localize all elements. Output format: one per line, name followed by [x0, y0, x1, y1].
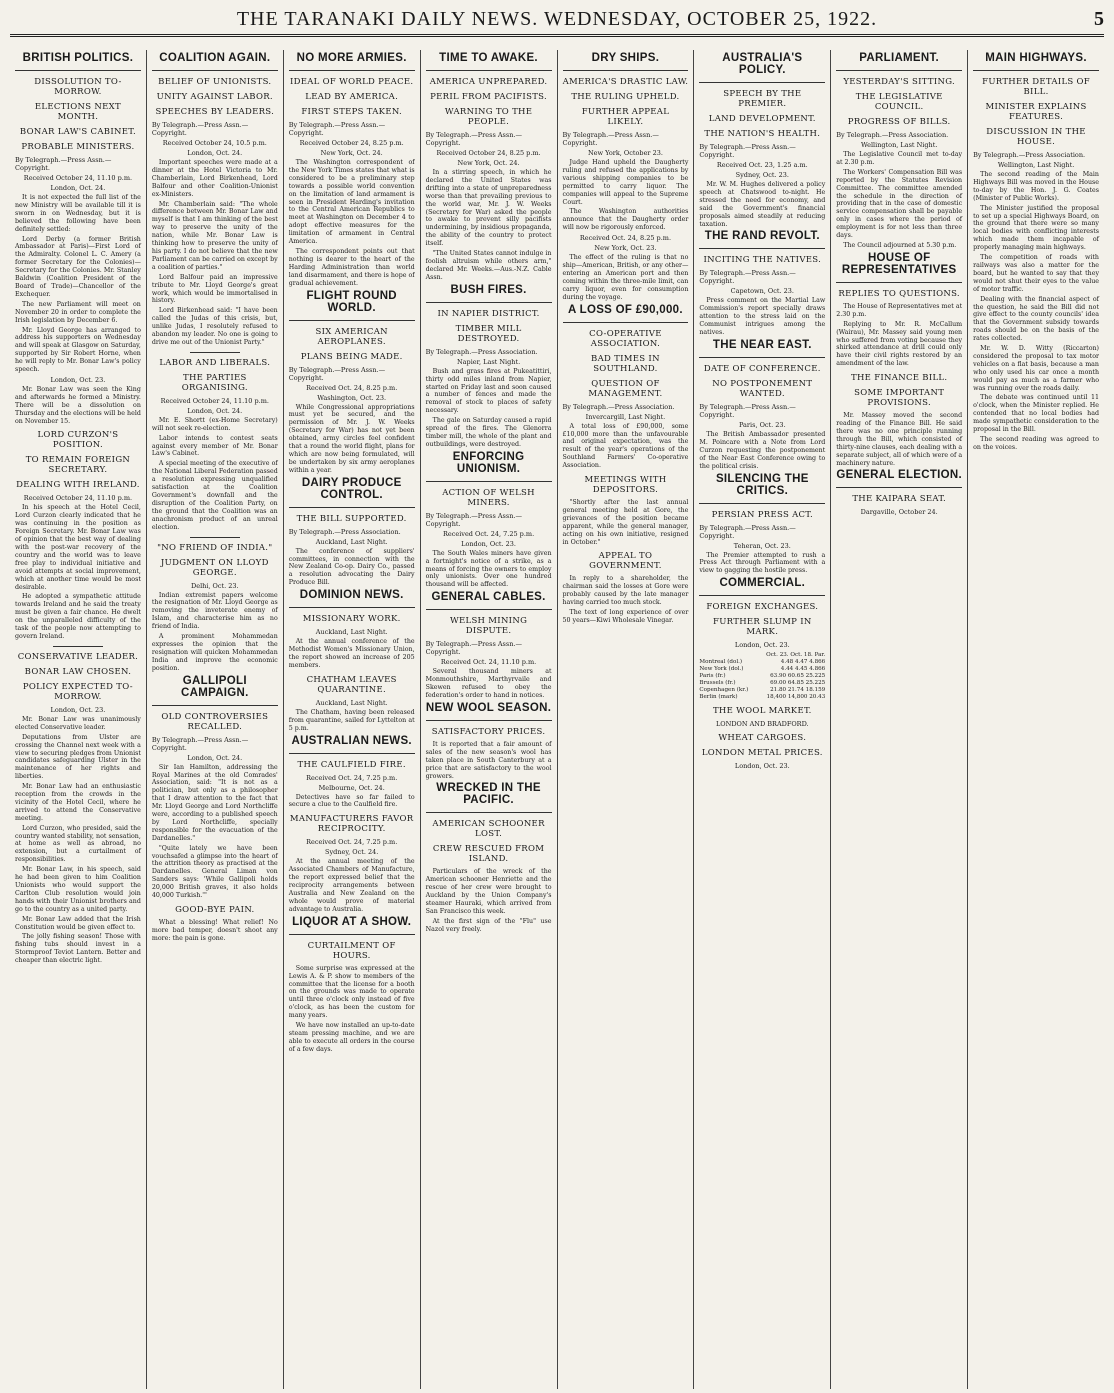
- article-paragraph: A special meeting of the executive of the National Liberal Federation passed a resolution expressing unqualified satisfaction at the Coalition Government's downfall and the disruption of the Coalition Party, on the ground that the Coalition was an anachronism product of an unreal election.: [151, 460, 278, 531]
- article-paragraph: Lord Birkenhead said: "I have been called the Judas of this crisis, but, unlike Judas, I resolutely refused to abandon my leader. No one is going to drive me out of the Unionist Party.": [151, 307, 278, 346]
- table-row: [699, 694, 825, 701]
- subheading: DEALING WITH IRELAND.: [16, 480, 140, 491]
- dateline: Auckland, Last Night.: [315, 628, 388, 637]
- telegraph-credit: By Telegraph.—Press Assn.—Copyright.: [288, 365, 386, 382]
- subheading: DISCUSSION IN THE HOUSE.: [986, 127, 1086, 147]
- subheading: THE NATION'S HEALTH.: [704, 129, 821, 139]
- subheading: LAND DEVELOPMENT.: [708, 114, 816, 124]
- section-headline: THE NEAR EAST.: [712, 338, 812, 351]
- article-paragraph: Bush and grass fires at Pukeatittiri, thirty odd miles inland from Napier, started on Friday last and soon caused a number of fences and made the removal of stock to places of safety necessary.: [425, 367, 552, 415]
- subheading: "NO FRIEND OF INDIA.": [157, 542, 273, 553]
- telegraph-credit: By Telegraph.—Press Assn.—Copyright.: [699, 269, 796, 286]
- dateline: Received Oct. 24, 8.25 p.m.: [579, 234, 672, 243]
- article-paragraph: Mr. E. Shortt (ex-Home Secretary) will not seek re-election.: [151, 416, 278, 432]
- headline-rule: [15, 70, 141, 71]
- newspaper-column: [147, 50, 284, 1389]
- table-cell-label: Berlin (mark): [699, 694, 738, 701]
- subheading: PROBABLE MINISTERS.: [21, 142, 135, 152]
- dateline: Wellington, Last Night.: [997, 161, 1075, 169]
- section-headline: TIME TO AWAKE.: [439, 52, 538, 64]
- article-paragraph: Judge Hand upheld the Daugherty ruling and refused the applications by various shipping companies to be permitted to carry liquor. The companies will appeal to the Supreme Court.: [562, 159, 689, 206]
- section-headline: DAIRY PRODUCE CONTROL.: [301, 476, 402, 501]
- exchange-table: [699, 652, 825, 701]
- article-paragraph: The conference of suppliers' committees, in connection with the New Zealand Co-op. Dairy Co., passed a resolution advocating the Dairy Produce Bill.: [288, 547, 415, 587]
- subheading: SATISFACTORY PRICES.: [431, 726, 546, 737]
- article-paragraph: Mr. W. D. Witty (Riccarton) considered the proposal to tax motor vehicles on a flat basis, because a man who only used his car once a month would pay as much as a farmer who was running over the roads daily.: [973, 345, 1099, 392]
- dateline: Washington, Oct. 23.: [317, 393, 387, 402]
- headline-rule: [426, 609, 552, 610]
- subheading: WARNING TO THE PEOPLE.: [444, 107, 533, 127]
- article-paragraph: Press comment on the Martial Law Commission's report specially draws attention to the stress laid on the Communist intrigues among the natives.: [699, 297, 826, 337]
- dateline: Dargaville, October 24.: [860, 508, 938, 517]
- newspaper-column: [831, 50, 968, 1389]
- section-headline: HOUSE OF REPRESENTATIVES: [841, 251, 957, 276]
- subheading: BONAR LAW'S CABINET.: [19, 127, 136, 137]
- article-paragraph: Lord Derby (a former British Ambassador at Paris)—First Lord of the Admiralty. Colonel L. C. Amery (a former Secretary for the Colonies)—Secretary for the Colonies. Mr. Stanley Baldwin (Coalition President of the Board of Trade)—Chancellor of the Exchequer.: [15, 235, 141, 298]
- telegraph-credit: By Telegraph.—Press Association.: [562, 402, 675, 411]
- article-paragraph: Deputations from Ulster are crossing the Channel next week with a view to securing pledges from Unionist candidates safeguarding Ulster in the maintenance of her rights and liberties.: [15, 733, 141, 781]
- dateline: New York, Oct. 24.: [457, 159, 520, 167]
- subheading: SIX AMERICAN AEROPLANES.: [315, 326, 388, 347]
- subheading: IDEAL OF WORLD PEACE.: [289, 77, 414, 87]
- section-headline: NEW WOOL SEASON.: [425, 701, 552, 714]
- table-cell-values: 4.44 4.45 4.866: [780, 666, 826, 673]
- subheading: MEETINGS WITH DEPOSITORS.: [584, 475, 667, 496]
- subheading: THE CAULFIELD FIRE.: [297, 759, 406, 770]
- table-cell-label: Brussels (fr.): [699, 680, 736, 687]
- section-headline: PARLIAMENT.: [859, 52, 940, 64]
- telegraph-credit: By Telegraph.—Press Assn.—Copyright.: [288, 121, 386, 137]
- subheading: QUESTION OF MANAGEMENT.: [588, 378, 663, 399]
- subheading: REPLIES TO QUESTIONS.: [838, 288, 960, 299]
- subheading: TIMBER MILL DESTROYED.: [455, 323, 522, 344]
- dateline: Received October 24, 10.5 p.m.: [162, 139, 267, 147]
- telegraph-credit: By Telegraph.—Press Association.: [425, 347, 538, 356]
- article-paragraph: The jolly fishing season! Those with fishing tubs should invest in a Stormproof Teviot Lantern. Better and cheaper than electric light.: [15, 933, 141, 965]
- article-paragraph: "Shortly after the last annual general meeting held at Gore, the grievances of the position became apparent, while the general manager, acting on his own initiative, resigned in October.": [562, 499, 689, 546]
- subheading: PERIL FROM PACIFISTS.: [430, 92, 548, 102]
- article-paragraph: Mr. Massey moved the second reading of the Finance Bill. He said there was no one principle running through the Bill, which consisted of thirty-nine clauses, each dealing with a separate subject, all of which were of a machinery nature.: [836, 412, 963, 467]
- column-rule: [53, 646, 103, 647]
- subheading: INCITING THE NATIVES.: [703, 255, 822, 266]
- dateline: London, Oct. 23.: [50, 375, 106, 384]
- section-headline: COALITION AGAIN.: [159, 52, 271, 64]
- table-cell-values: 69.00 64.85 25.225: [770, 680, 826, 687]
- table-cell-label: Paris (fr.): [699, 673, 726, 680]
- table-cell-values: 18,400 14,800 20.43: [766, 694, 826, 701]
- dateline: Received October 24, 11.10 p.m.: [23, 494, 133, 503]
- table-cell-label: Copenhagen (kr.): [699, 687, 749, 694]
- section-headline: AUSTRALIAN NEWS.: [291, 734, 412, 747]
- article-paragraph: Mr. Bonar Law had an enthusiastic reception from the crowds in the vicinity of the Hotel Cecil, where he arrived to attend the Conservative meeting.: [15, 783, 141, 822]
- telegraph-credit: By Telegraph.—Press Association.: [288, 527, 401, 536]
- subheading: DISSOLUTION TO-MORROW.: [34, 77, 122, 97]
- headline-rule: [426, 302, 552, 303]
- headline-rule: [836, 70, 962, 71]
- section-headline: FLIGHT ROUND WORLD.: [306, 289, 397, 314]
- subheading: MANUFACTURERS FAVOR RECIPROCITY.: [289, 814, 414, 835]
- subheading: THE PARTIES ORGANISING.: [181, 372, 248, 393]
- section-headline: DOMINION NEWS.: [299, 589, 404, 602]
- dateline: London, Oct. 23.: [734, 762, 790, 771]
- column-rule: [190, 537, 240, 538]
- telegraph-credit: By Telegraph.—Press Assn.—Copyright.: [15, 156, 112, 172]
- section-headline: MAIN HIGHWAYS.: [985, 52, 1087, 64]
- telegraph-credit: By Telegraph.—Press Assn.—Copyright.: [425, 511, 522, 528]
- table-cell-values: 21.80 21.74 18.159: [770, 687, 826, 694]
- dateline: New York, October 23.: [587, 149, 663, 157]
- section-headline: ENFORCING UNIONISM.: [452, 450, 525, 475]
- dateline: Received Oct. 24, 7.25 p.m.: [442, 529, 535, 538]
- article-paragraph: Mr. Bonar Law was seen the King and afterwards he formed a Ministry. There will be a dissolution on Thursday and the elections will be held on November 15.: [15, 385, 141, 425]
- subheading: THE BILL SUPPORTED.: [296, 513, 407, 524]
- dateline: London, Oct. 23.: [734, 641, 790, 650]
- headline-rule: [699, 357, 825, 358]
- dateline: Received Oct. 24, 11.10 p.m.: [440, 658, 537, 667]
- article-paragraph: The competition of roads with railways was also a matter for the board, but he wanted to say that they would not shut their eyes to the value of motor traffic.: [973, 254, 1099, 293]
- article-paragraph: The British Ambassador presented M. Poincare with a Note from Lord Curzon requesting the postponement of the Near East Conference owing to the political crisis.: [699, 430, 826, 470]
- dateline: Auckland, Last Night.: [315, 698, 388, 707]
- subheading: WELSH MINING DISPUTE.: [449, 616, 528, 637]
- subheading: PROGRESS OF BILLS.: [847, 117, 951, 127]
- subheading: LORD CURZON'S POSITION.: [37, 430, 119, 451]
- article-paragraph: Several thousand miners at Monmouthshire, Marthyrvaile and Skewen refused to obey the federation's order to hand in notices.: [425, 668, 552, 699]
- dateline: Delhi, Oct. 23.: [191, 581, 239, 590]
- headline-rule: [563, 322, 689, 323]
- headline-rule: [289, 934, 415, 935]
- subheading: CURTAILMENT OF HOURS.: [307, 940, 396, 961]
- headline-rule: [563, 70, 689, 71]
- dateline: London, Oct. 23.: [461, 539, 516, 548]
- subheading: AMERICA'S DRASTIC LAW.: [562, 77, 689, 87]
- article-paragraph: The second reading was agreed to on the voices.: [973, 436, 1099, 451]
- article-paragraph: Detectives have so far failed to secure a clue to the Caulfield fire.: [288, 793, 415, 809]
- section-headline: DRY SHIPS.: [591, 52, 660, 64]
- subheading: THE KAIPARA SEAT.: [852, 494, 947, 505]
- dateline: Auckland, Last Night.: [315, 537, 388, 546]
- table-cell-values: 4.48 4.47 4.866: [780, 659, 826, 666]
- dateline: Capetown, Oct. 23.: [730, 287, 794, 296]
- subheading: ELECTIONS NEXT MONTH.: [34, 102, 121, 122]
- headline-rule: [699, 248, 825, 249]
- telegraph-credit: By Telegraph.—Press Assn.—Copyright.: [151, 735, 249, 752]
- article-paragraph: Mr. Chamberlain said: "The whole difference between Mr. Bonar Law and myself is that I am thinking of the best way to preserve the unity of the nation, while Mr. Bonar Law is thinking how to preserve the unity of his party. I do not believe that the new Parliament can be carried on except by a coalition of parties.": [151, 200, 278, 271]
- dateline: New York, Oct. 23.: [594, 244, 657, 253]
- newspaper-column: [968, 50, 1104, 1389]
- section-headline: A LOSS OF £90,000.: [567, 303, 683, 316]
- subheading: NO POSTPONEMENT WANTED.: [712, 378, 813, 399]
- section-headline: BRITISH POLITICS.: [22, 52, 134, 64]
- subheading: THE RULING UPHELD.: [571, 92, 680, 102]
- subheading: THE WOOL MARKET.: [712, 706, 812, 717]
- section-headline: LIQUOR AT A SHOW.: [292, 915, 412, 928]
- subheading: YESTERDAY'S SITTING.: [843, 77, 956, 87]
- article-paragraph: Sir Ian Hamilton, addressing the Royal Marines at the old Comrades' Association, said: "It is not as a politician, but only as a philosopher that I draw attention to the fact that Mr. Lloyd George and Lord Northcliffe were, according to a published speech by Lord Northcliffe, specially responsible for the evacuation of the Dardanelles.": [151, 763, 278, 842]
- dateline: Received October 24, 8.25 p.m.: [299, 139, 404, 147]
- headline-rule: [426, 720, 552, 721]
- subheading: DATE OF CONFERENCE.: [703, 363, 821, 374]
- article-paragraph: The House of Representatives met at 2.30 p.m.: [836, 302, 963, 318]
- subheading: UNITY AGAINST LABOR.: [156, 92, 273, 102]
- dateline: London, Oct. 24.: [187, 753, 243, 762]
- dateline: Received Oct. 24, 7.25 p.m.: [306, 773, 398, 782]
- newspaper-column: [694, 50, 831, 1389]
- telegraph-credit: By Telegraph.—Press Assn.—Copyright.: [425, 640, 522, 657]
- telegraph-credit: By Telegraph.—Press Assn.—Copyright.: [151, 121, 249, 137]
- article-paragraph: Important speeches were made at a dinner at the Hotel Victoria to Mr. Chamberlain, Lord Birkenhead, Lord Balfour and other Coalition-Unionist ex-Ministers.: [151, 159, 278, 198]
- subheading: FURTHER SLUMP IN MARK.: [713, 617, 812, 638]
- headline-rule: [426, 70, 552, 71]
- dateline: New York, Oct. 24.: [320, 149, 383, 157]
- article-paragraph: Labor intends to contest seats against every member of Mr. Bonar Law's Cabinet.: [151, 434, 278, 458]
- table-cell-values: 63.90 60.65 25.225: [770, 673, 826, 680]
- article-paragraph: Replying to Mr. R. McCallum (Wairau), Mr. Massey said young men who suffered from voting because they shirked attendance at drill could only have their civil rights restored by an amendment of the law.: [836, 320, 963, 368]
- dateline: LONDON AND BRADFORD.: [715, 720, 809, 729]
- article-paragraph: It is not expected the full list of the new Ministry will be available till it is sworn in on Wednesday, but it is believed the following have been definitely settled:: [15, 194, 141, 233]
- dateline: Sydney, Oct. 23.: [735, 171, 789, 179]
- subheading: TO REMAIN FOREIGN SECRETARY.: [25, 455, 131, 476]
- article-paragraph: At the annual conference of the Methodist Women's Missionary Union, the report showed an increase of 205 members.: [288, 638, 415, 669]
- headline-rule: [699, 595, 825, 596]
- article-paragraph: Mr. W. M. Hughes delivered a policy speech at Chatswood to-night. He stressed the need for economy, and said the Government's financial proposals aimed steadily at reducing taxation.: [699, 181, 826, 228]
- article-paragraph: The Chatham, having been released from quarantine, sailed for Lyttelton at 5 p.m.: [288, 708, 415, 732]
- subheading: BAD TIMES IN SOUTHLAND.: [591, 353, 660, 374]
- newspaper-column: [421, 50, 558, 1389]
- article-paragraph: The Washington authorities announce that the Daugherty order will now be rigorously enforced.: [562, 208, 689, 232]
- column-rule: [190, 352, 240, 353]
- section-headline: WRECKED IN THE PACIFIC.: [436, 782, 541, 807]
- article-paragraph: At the first sign of the "Flu" use Nazol very freely.: [425, 917, 552, 933]
- article-paragraph: What a blessing! What relief! No more bad temper, doesn't shoot any more: the pain is gone.: [151, 919, 278, 942]
- subheading: IN NAPIER DISTRICT.: [437, 308, 540, 319]
- article-paragraph: The Legislative Council met to-day at 2.30 p.m.: [836, 151, 963, 166]
- article-paragraph: The gale on Saturday caused a rapid spread of the fires. The Glenorra timber mill, the whole of the plant and outbuildings, were destroyed.: [425, 417, 552, 448]
- dateline: Received October 24, 11.10 p.m.: [160, 396, 269, 405]
- subheading: CREW RESCUED FROM ISLAND.: [432, 844, 545, 865]
- section-headline: THE RAND REVOLT.: [704, 230, 820, 243]
- subheading: MISSIONARY WORK.: [302, 614, 401, 625]
- dateline: Invercargill, Last Night.: [585, 412, 666, 421]
- article-paragraph: While Congressional appropriations must yet be secured, and the permission of Mr. J. W. Weeks (Secretary for War) has not yet been obtained, army circles feel confident that a round the world flight, plans for which are now being formulated, will be undertaken by six army aeroplanes within a year.: [288, 403, 415, 474]
- dateline: Received Oct. 23, 1.25 a.m.: [716, 161, 808, 169]
- article-paragraph: A total loss of £90,000, some £10,000 more than the unfavourable and original expectation, was the result of the year's operations of the Southland Farmers' Co-operative Association.: [562, 422, 689, 470]
- subheading: JUDGMENT ON LLOYD GEORGE.: [160, 557, 269, 578]
- subheading: PLANS BEING MADE.: [300, 351, 403, 362]
- headline-rule: [152, 705, 278, 706]
- article-paragraph: The Washington correspondent of the New York Times states that what is considered to be a preliminary step towards a possible world convention on the limitation of land armament is seen in President Harding's invitation to the Central American Republics to meet at Washington on December 4 to adopt effective measures for the limitation of armament in Central America.: [288, 159, 415, 246]
- subheading: SPEECHES BY LEADERS.: [155, 107, 275, 117]
- subheading: GOOD-BYE PAIN.: [175, 905, 255, 915]
- article-paragraph: Some surprise was expressed at the Lewis A. & P. show to members of the committee that the license for a booth on the grounds was made to operate until three o'clock only instead of five o'clock, as has been the custom for many years.: [288, 964, 415, 1020]
- article-paragraph: In his speech at the Hotel Cecil, Lord Curzon clearly indicated that he was continuing in the position as Foreign Secretary. Mr. Bonar Law was of opinion that the best way of dealing with the post-war recovery of the country and the world was to leave free play to individual initiative and avoid attempts at social improvement, which at another time would be most desirable.: [15, 504, 141, 591]
- subheading: FURTHER DETAILS OF BILL.: [982, 77, 1090, 97]
- section-headline: COMMERCIAL.: [719, 577, 806, 590]
- article-paragraph: The Council adjourned at 5.30 p.m.: [843, 241, 957, 249]
- dateline: Received October 24, 11.10 p.m.: [23, 174, 133, 182]
- subheading: FIRST STEPS TAKEN.: [301, 107, 403, 117]
- telegraph-credit: By Telegraph.—Press Assn.—Copyright.: [699, 523, 796, 540]
- subheading: APPEAL TO GOVERNMENT.: [589, 551, 662, 572]
- dateline: London, Oct. 24.: [187, 406, 243, 415]
- article-paragraph: Mr. Bonar Law added that the Irish Constitution would be given effect to.: [15, 915, 141, 931]
- subheading: CHATHAM LEAVES QUARANTINE.: [306, 674, 397, 695]
- headline-rule: [289, 607, 415, 608]
- subheading: CO-OPERATIVE ASSOCIATION.: [589, 328, 662, 349]
- article-paragraph: Particulars of the wreck of the American schooner Henriette and the rescue of her crew were brought to Auckland by the Union Company's steamer Hauraki, which arrived from San Francisco this week.: [425, 868, 552, 915]
- headline-rule: [289, 70, 415, 71]
- headline-rule: [289, 507, 415, 508]
- dateline: Teheran, Oct. 23.: [733, 541, 791, 550]
- headline-rule: [836, 282, 962, 283]
- article-paragraph: Indian extremist papers welcome the resignation of Mr. Lloyd George as removing the inveterate enemy of Islam, and characterise him as no friend of India.: [151, 591, 278, 631]
- masthead: [10, 4, 1104, 37]
- subheading: PERSIAN PRESS ACT.: [711, 509, 814, 520]
- subheading: AMERICA UNPREPARED.: [429, 77, 548, 87]
- headline-rule: [973, 70, 1099, 71]
- article-paragraph: Dealing with the financial aspect of the question, he said the Bill did not give effect to the county councils' idea that the Government subsidy towards roads should be on the basis of the rates collected.: [973, 295, 1099, 343]
- dateline: London, Oct. 24.: [187, 149, 243, 157]
- dateline: Received Oct. 24, 7.25 p.m.: [306, 838, 398, 847]
- article-paragraph: We have now installed an up-to-date steam pressing machine, and we are able to execute all orders in the course of a few days.: [288, 1022, 415, 1053]
- section-headline: GALLIPOLI CAMPAIGN.: [180, 674, 249, 699]
- headline-rule: [152, 70, 278, 71]
- article-paragraph: The correspondent points out that nothing is dearer to the heart of the Harding Administration than world land disarmament, and there is hope of gradual achievement.: [288, 247, 415, 287]
- article-paragraph: The second reading of the Main Highways Bill was moved in the House to-day by the Hon. J. G. Coates (Minister of Public Works).: [973, 171, 1099, 202]
- subheading: LONDON METAL PRICES.: [701, 748, 823, 759]
- section-headline: SILENCING THE CRITICS.: [715, 472, 809, 497]
- headline-rule: [426, 812, 552, 813]
- section-headline: NO MORE ARMIES.: [296, 52, 407, 64]
- section-headline: AUSTRALIA'S POLICY.: [722, 52, 803, 76]
- article-paragraph: The debate was continued until 11 o'clock, when the Minister replied. He contended that no local bodies had made sympathetic consideration to the proposal in the Bill.: [973, 394, 1099, 434]
- article-paragraph: The Premier attempted to rush a Press Act through Parliament with a view to gagging the hostile press.: [699, 551, 826, 575]
- headline-rule: [289, 753, 415, 754]
- dateline: Paris, Oct. 23.: [738, 420, 786, 429]
- dateline: Received October 24, 8.25 p.m.: [436, 149, 541, 157]
- article-paragraph: A prominent Mohammedan expresses the opinion that the resignation will quicken Mohammedan India and improve the economic position.: [151, 633, 278, 672]
- page-number: 5: [1093, 7, 1104, 30]
- headline-rule: [699, 503, 825, 504]
- article-paragraph: He adopted a sympathetic attitude towards Ireland and he said the treaty must be given a fair chance. He dwelt on the unparalleled difficulty of the task of the people now attempting to govern Ireland.: [15, 593, 141, 640]
- article-paragraph: Mr. Bonar Law was unanimously elected Conservative leader.: [15, 715, 141, 731]
- newspaper-title: THE TARANAKI DAILY NEWS. WEDNESDAY, OCTOBER 25, 1922.: [236, 7, 878, 30]
- subheading: LABOR AND LIBERALS.: [159, 357, 271, 368]
- headline-rule: [289, 320, 415, 321]
- telegraph-credit: By Telegraph.—Press Assn.—Copyright.: [562, 131, 659, 147]
- subheading: OLD CONTROVERSIES RECALLED.: [161, 711, 269, 732]
- article-paragraph: The text of long experience of over 50 years—Kiwi Wholesale Vinegar.: [562, 609, 689, 624]
- table-header: Oct. 23. Oct. 18. Par.: [766, 652, 826, 659]
- article-paragraph: Lord Curzon, who presided, said the country wanted stability, not sensation, at home as well as abroad, no extension, but a curtailment of responsibilities.: [15, 824, 141, 864]
- table-cell-label: New York (dol.): [699, 666, 744, 673]
- subheading: BONAR LAW CHOSEN.: [24, 666, 132, 677]
- article-paragraph: In reply to a shareholder, the chairman said the losses at Gore were probably caused by the late manager having carried too much stock.: [562, 575, 689, 607]
- subheading: THE FINANCE BILL.: [851, 373, 948, 384]
- dateline: London, Oct. 24.: [50, 184, 106, 192]
- telegraph-credit: By Telegraph.—Press Assn.—Copyright.: [699, 143, 796, 159]
- headline-rule: [836, 487, 962, 488]
- headline-rule: [426, 481, 552, 482]
- dateline: London, Oct. 23.: [50, 705, 106, 714]
- article-paragraph: Lord Balfour paid an impressive tribute to Mr. Lloyd George's great work, which would be immortalised in history.: [151, 273, 278, 305]
- telegraph-credit: By Telegraph.—Press Association.: [973, 151, 1086, 159]
- article-paragraph: The Workers' Compensation Bill was reported by the Statutes Revision Committee. The committee amended the schedule in the direction of providing that in the case of domestic service compensation shall be payable only in cases where the period of employment is for not less than three days.: [836, 168, 963, 240]
- article-paragraph: Mr. Bonar Law, in his speech, said he had been given to him Coalition Unionists who would support the Carlton Club resolution would join hands with their Unionist brothers and go to the country as a united party.: [15, 866, 141, 913]
- subheading: SOME IMPORTANT PROVISIONS.: [854, 388, 945, 409]
- article-paragraph: The South Wales miners have given a fortnight's notice of a strike, as a means of forcing the owners to employ only unionists. Over one hundred thousand will be affected.: [425, 549, 552, 589]
- telegraph-credit: By Telegraph.—Press Assn.—Copyright.: [425, 131, 522, 147]
- telegraph-credit: By Telegraph.—Press Association.: [836, 131, 949, 139]
- article-paragraph: Mr. Lloyd George has arranged to address his supporters on Wednesday and will speak at Glasgow on Saturday, supported by Sir Robert Horne, when he will reply to Mr. Bonar Law's policy speech.: [15, 326, 141, 374]
- dateline: Received Oct. 24, 8.25 p.m.: [306, 383, 398, 392]
- section-headline: GENERAL ELECTION.: [836, 469, 963, 482]
- subheading: LEAD BY AMERICA.: [305, 92, 399, 102]
- subheading: AMERICAN SCHOONER LOST.: [432, 819, 545, 840]
- subheading: FURTHER APPEAL LIKELY.: [581, 107, 670, 127]
- subheading: SPEECH BY THE PREMIER.: [723, 89, 802, 109]
- article-paragraph: "Quite lately we have been vouchsafed a glimpse into the heart of the attrition theory as practised at the Dardanelles. General Liman von Sanders says: 'While Gallipoli holds 20,000 British graves, it also holds 40,000 Turkish.'": [151, 844, 278, 900]
- subheading: CONSERVATIVE LEADER.: [17, 651, 139, 662]
- newspaper-column: [558, 50, 695, 1389]
- article-paragraph: The Minister justified the proposal to set up a special Highways Board, on the ground that there were so many local bodies with conflicting interests which made them incapable of properly managing main highways.: [973, 204, 1099, 252]
- dateline: Wellington, Last Night.: [860, 141, 938, 149]
- subheading: ACTION OF WELSH MINERS.: [442, 487, 535, 508]
- article-paragraph: It is reported that a fair amount of sales of the new season's wool has taken place in South Canterbury at a price that are satisfactory to the wool growers.: [425, 740, 552, 780]
- article-paragraph: In a stirring speech, in which he declared the United States was drifting into a state of unpreparedness worse than that prevailing previous to the world war, Mr. J. W. Weeks (Secretary for War) asked the people to awake to prevent silly pacifists undermining, by insidious propaganda, the ability of the country to protect itself.: [425, 169, 552, 248]
- table-cell-label: Montreal (dol.): [699, 659, 743, 666]
- dateline: Napier, Last Night.: [456, 357, 521, 366]
- columns-container: [10, 50, 1104, 1389]
- section-headline: GENERAL CABLES.: [431, 591, 546, 604]
- subheading: BELIEF OF UNIONISTS.: [158, 77, 272, 87]
- newspaper-column: [10, 50, 147, 1389]
- article-paragraph: "The United States cannot indulge in foolish altruism while others arm," declared Mr. Weeks.—Aus.-N.Z. Cable Assn.: [425, 250, 552, 281]
- subheading: THE LEGISLATIVE COUNCIL.: [855, 92, 943, 112]
- newspaper-column: [284, 50, 421, 1389]
- section-headline: BUSH FIRES.: [450, 283, 527, 296]
- article-paragraph: The new Parliament will meet on November 20 in order to complete the Irish legislation by December 6.: [15, 300, 141, 324]
- headline-rule: [699, 82, 825, 83]
- subheading: POLICY EXPECTED TO-MORROW.: [22, 681, 133, 702]
- article-paragraph: The effect of the ruling is that no ship—American, British, or any other—entering an American port and then coming within the three-mile limit, can carry liquor, even for consumption during the voyage.: [562, 254, 689, 301]
- dateline: Sydney, Oct. 24.: [325, 848, 379, 857]
- subheading: WHEAT CARGOES.: [718, 733, 807, 744]
- dateline: Melbourne, Oct. 24.: [318, 783, 385, 792]
- article-paragraph: At the annual meeting of the Associated Chambers of Manufacture, the report expressed belief that the reciprocity arrangements between Australia and New Zealand on the whole would prove of material advantage to Australia.: [288, 858, 415, 913]
- subheading: FOREIGN EXCHANGES.: [706, 602, 819, 613]
- telegraph-credit: By Telegraph.—Press Assn.—Copyright.: [699, 402, 796, 419]
- subheading: MINISTER EXPLAINS FEATURES.: [985, 102, 1087, 122]
